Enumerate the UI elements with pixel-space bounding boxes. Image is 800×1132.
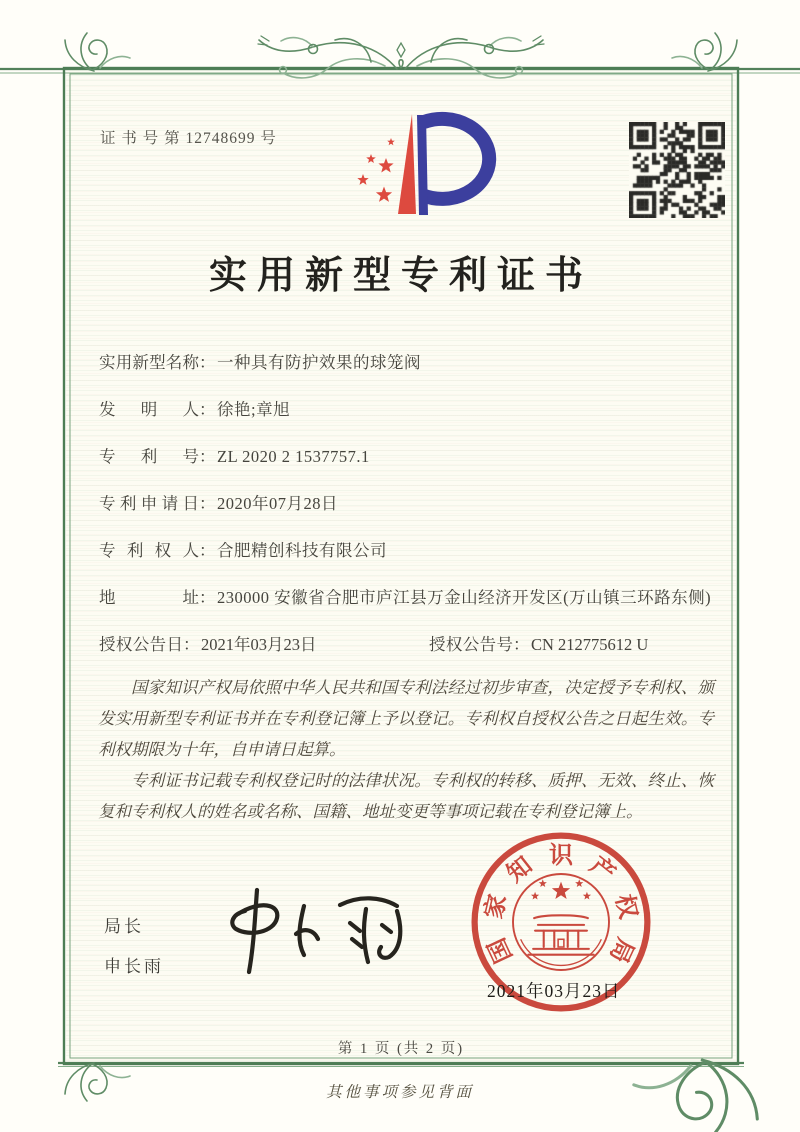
svg-text:权: 权 (610, 892, 641, 922)
field-value: ZL 2020 2 1537757.1 (217, 447, 370, 466)
svg-text:识: 识 (549, 842, 573, 869)
field-row-inventor (99, 397, 713, 423)
field-colon: ： (199, 588, 216, 607)
field-label: 专利权人 (99, 541, 199, 560)
field-row-patentee (99, 538, 713, 564)
certificate-title: 实用新型专利证书 (208, 255, 593, 297)
field-label: 发明人 (99, 400, 199, 419)
qr-code (629, 122, 725, 218)
field-label: 专利申请日 (99, 494, 199, 513)
signer-block (104, 912, 164, 992)
field-value: 2020年07月28日 (217, 494, 338, 513)
seal-emblem-gate (528, 915, 593, 954)
grant-number-value: CN 212775612 U (531, 635, 649, 654)
seal-emblem-stars (531, 879, 591, 899)
field-value: 230000 安徽省合肥市庐江县万金山经济开发区(万山镇三环路东侧) (217, 588, 712, 607)
field-row-name (99, 350, 713, 376)
legal-paragraph-1: 国家知识产权局依照中华人民共和国专利法经过初步审查，决定授予专利权、颁发实用新型专利证书并在专利登记簿上予以登记。专利权自授权公告之日起生效。专利权期限为十年，自申请日起算。 (98, 678, 714, 759)
field-colon: ： (183, 635, 200, 654)
svg-text:产: 产 (584, 852, 620, 888)
field-colon: ： (199, 353, 216, 372)
logo-stars (357, 138, 395, 202)
field-row-patent-number (99, 444, 713, 470)
other-items-note: 其他事项参见背面 (325, 1084, 474, 1101)
field-row-grant (99, 632, 713, 658)
field-row-filing-date (99, 491, 713, 517)
commissioner-signature (200, 882, 432, 978)
cnipa-logo (338, 102, 516, 234)
svg-text:家: 家 (481, 892, 512, 922)
field-colon: ： (199, 541, 216, 560)
field-colon: ： (199, 494, 216, 513)
svg-text:知: 知 (502, 852, 538, 888)
legal-paragraph-2: 专利证书记载专利权登记时的法律状况。专利权的转移、质押、无效、终止、恢复和专利权人的姓名或名称、国籍、地址变更等事项记载在专利登记簿上。 (98, 771, 714, 821)
certificate-number: 证 书 号 第 12748699 号 (100, 130, 277, 147)
grant-number-label: 授权公告号 (429, 635, 513, 654)
grant-date-label: 授权公告日 (99, 635, 183, 654)
field-row-address (99, 585, 713, 611)
certificate-fields (99, 350, 713, 658)
field-value: 一种具有防护效果的球笼阀 (217, 353, 421, 372)
field-label: 专利号 (99, 447, 199, 466)
field-colon: ： (199, 400, 216, 419)
field-label: 实用新型名称 (99, 353, 199, 372)
signer-name: 申长雨 (104, 957, 164, 976)
field-label: 地址 (99, 588, 199, 607)
field-colon: ： (199, 447, 216, 466)
svg-text:国: 国 (484, 933, 518, 967)
field-value: 合肥精创科技有限公司 (217, 541, 387, 560)
grant-date-value: 2021年03月23日 (201, 635, 317, 654)
legal-paragraphs (98, 672, 714, 827)
page-number: 第 1 页 (共 2 页) (337, 1041, 465, 1057)
signer-title: 局长 (104, 917, 144, 936)
svg-text:局: 局 (604, 933, 638, 967)
seal-date: 2021年03月23日 (487, 981, 621, 1001)
field-value: 徐艳;章旭 (217, 400, 291, 419)
field-colon: ： (513, 635, 530, 654)
